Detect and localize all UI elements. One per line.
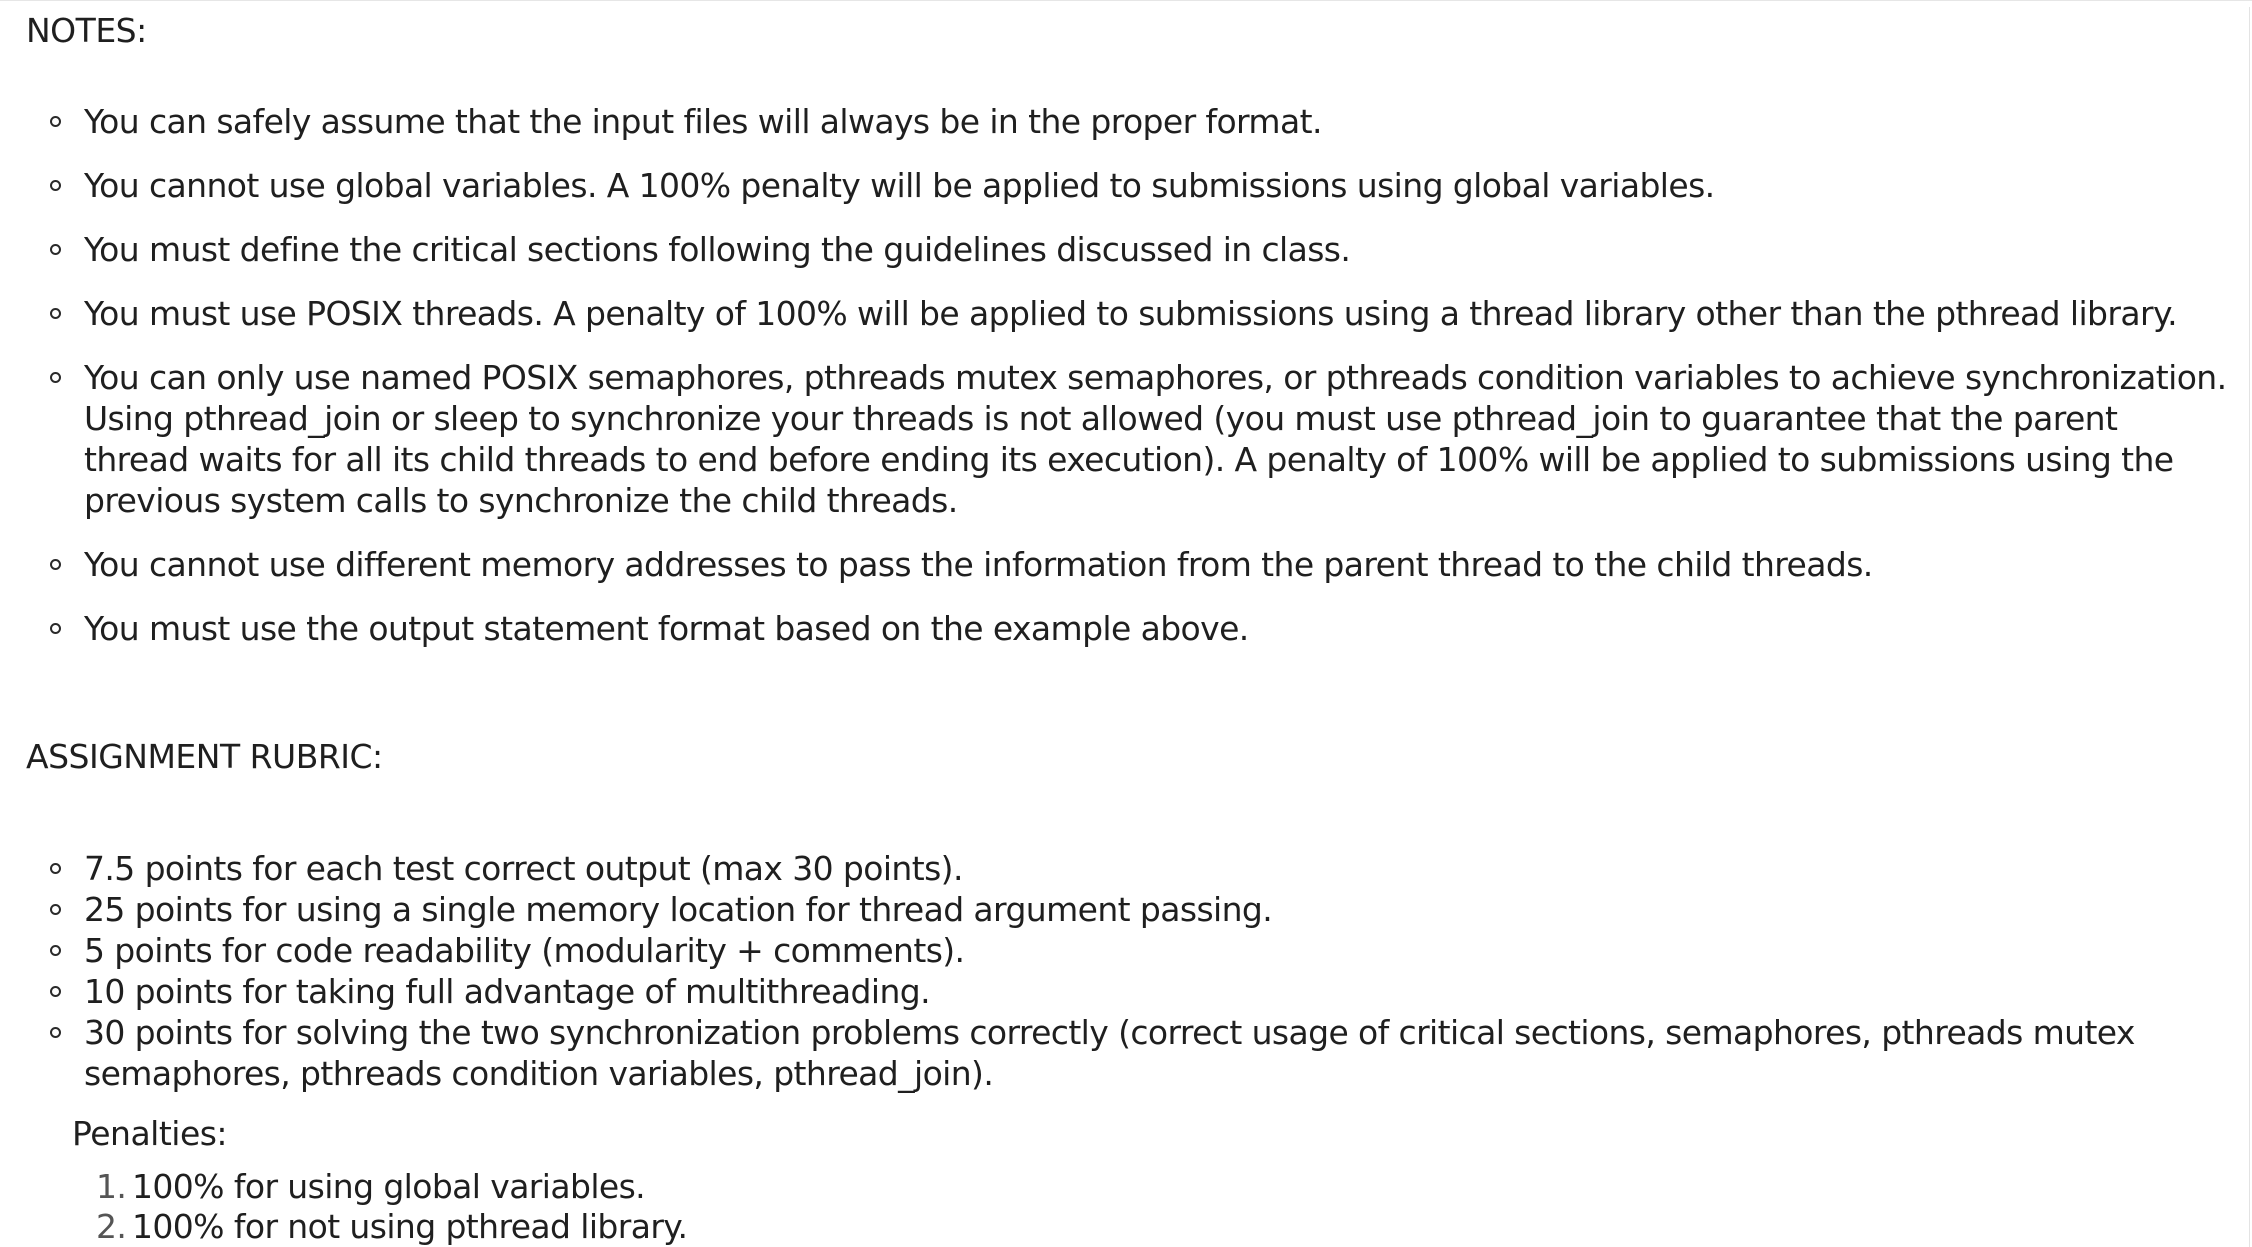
penalty-item	[0, 1167, 687, 1207]
penalty-number: 1.	[96, 1167, 127, 1206]
circle-bullet-icon	[50, 559, 61, 570]
circle-bullet-icon	[50, 244, 61, 255]
circle-bullet-icon	[50, 986, 61, 997]
rubric-list-item	[0, 930, 2230, 971]
penalty-text: 100% for not using pthread library.	[132, 1207, 688, 1246]
rubric-list-item	[0, 848, 2230, 889]
notes-list-item	[0, 165, 2230, 206]
notes-item-text: You can only use named POSIX semaphores, pthreads mutex semaphores, or pthreads condition variables to achieve synchronization. Using pthread_join or sleep to synchronize your threads is not allowed (you must use pthread_join to guarantee that the parent thread waits for all its child threads to end before ending its execution). A penalty of 100% will be applied to submissions using the previous system calls to synchronize the child threads.	[84, 358, 2227, 520]
circle-bullet-icon	[50, 623, 61, 634]
rubric-item-text: 7.5 points for each test correct output (max 30 points).	[84, 849, 963, 888]
notes-list-item	[0, 229, 2230, 270]
notes-item-text: You must use POSIX threads. A penalty of 100% will be applied to submissions using a thread library other than the pthread library.	[84, 294, 2178, 333]
rubric-item-text: 5 points for code readability (modularity + comments).	[84, 931, 965, 970]
circle-bullet-icon	[50, 904, 61, 915]
circle-bullet-icon	[50, 863, 61, 874]
rubric-item-text: 25 points for using a single memory location for thread argument passing.	[84, 890, 1273, 929]
notes-list-item	[0, 101, 2230, 142]
notes-list	[0, 101, 2230, 672]
circle-bullet-icon	[50, 308, 61, 319]
rubric-item-text: 30 points for solving the two synchronization problems correctly (correct usage of critical sections, semaphores, pthreads mutex semaphores, pthreads condition variables, pthread_join).	[84, 1013, 2135, 1093]
penalty-item	[0, 1207, 687, 1247]
notes-list-item	[0, 544, 2230, 585]
rubric-list	[0, 848, 2230, 1094]
notes-item-text: You must define the critical sections following the guidelines discussed in class.	[84, 230, 1351, 269]
rubric-heading: ASSIGNMENT RUBRIC:	[26, 737, 383, 776]
rubric-list-item	[0, 1012, 2230, 1094]
notes-item-text: You cannot use different memory addresses to pass the information from the parent thread to the child threads.	[84, 545, 1873, 584]
penalty-text: 100% for using global variables.	[132, 1167, 646, 1206]
notes-list-item	[0, 608, 2230, 649]
rubric-item-text: 10 points for taking full advantage of multithreading.	[84, 972, 930, 1011]
notes-heading: NOTES:	[26, 11, 147, 50]
notes-item-text: You can safely assume that the input files will always be in the proper format.	[84, 102, 1322, 141]
notes-item-text: You must use the output statement format based on the example above.	[84, 609, 1249, 648]
circle-bullet-icon	[50, 1027, 61, 1038]
circle-bullet-icon	[50, 945, 61, 956]
notes-list-item	[0, 293, 2230, 334]
page-right-border	[2249, 7, 2250, 1247]
circle-bullet-icon	[50, 116, 61, 127]
rubric-list-item	[0, 971, 2230, 1012]
penalty-number: 2.	[96, 1207, 127, 1246]
circle-bullet-icon	[50, 372, 61, 383]
circle-bullet-icon	[50, 180, 61, 191]
penalties-list	[0, 1167, 687, 1247]
penalties-label: Penalties:	[72, 1114, 228, 1153]
notes-item-text: You cannot use global variables. A 100% penalty will be applied to submissions using global variables.	[84, 166, 1715, 205]
rubric-list-item	[0, 889, 2230, 930]
notes-list-item	[0, 357, 2230, 521]
